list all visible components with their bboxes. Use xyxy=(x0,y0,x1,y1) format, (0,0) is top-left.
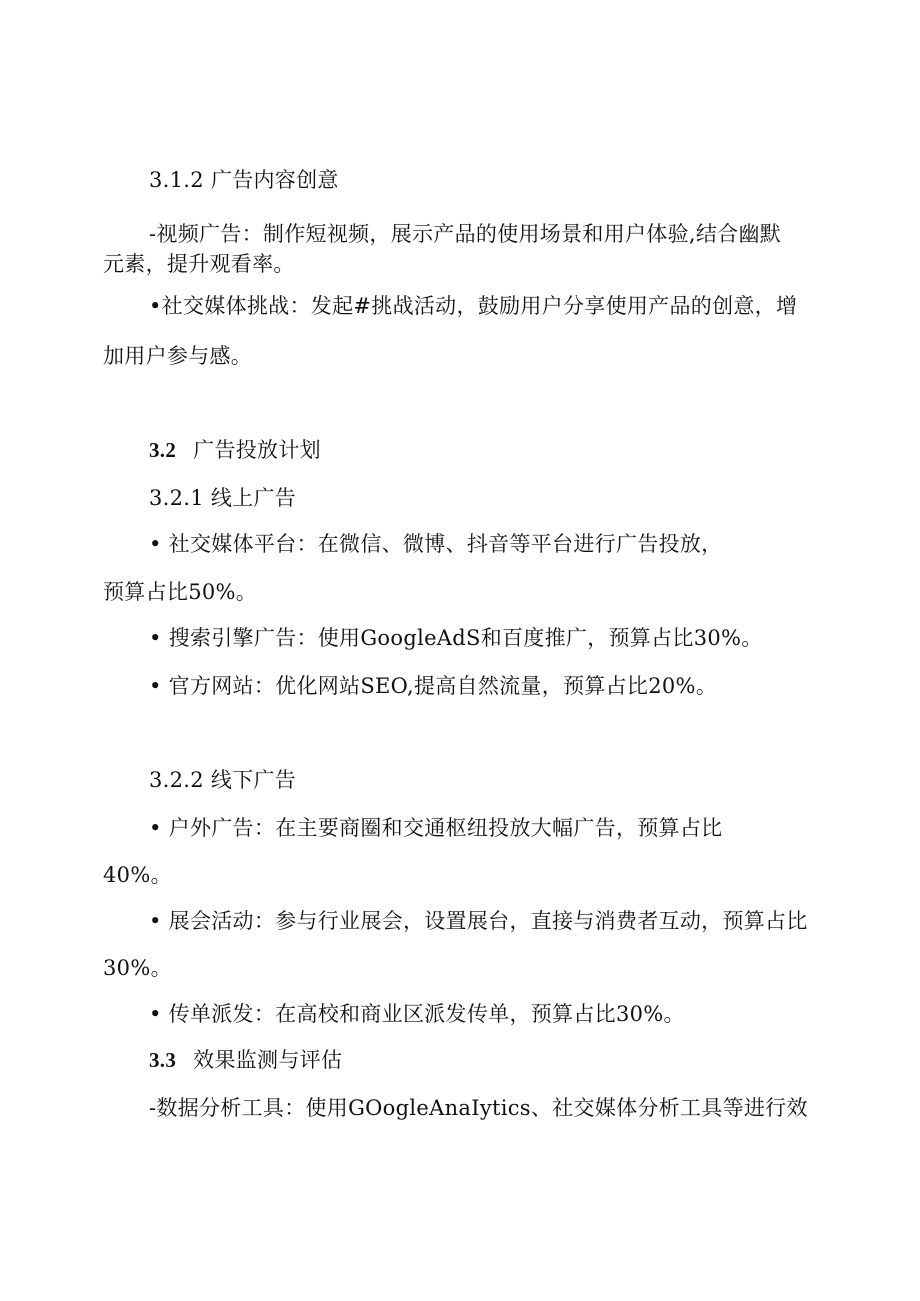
offline-flyer-text: • 传单派发：在高校和商业区派发传单，预算占比30%。 xyxy=(149,1002,685,1026)
section-3-2-heading xyxy=(149,436,321,464)
offline-outdoor-text-line-1: • 户外广告：在主要商圈和交通枢纽投放大幅广告，预算占比 xyxy=(149,816,723,840)
online-search-text: • 搜索引擎广告：使用GoogleAdS和百度推广，预算占比30%。 xyxy=(149,626,763,650)
analytics-text-line-1: -数据分析工具：使用GOogleAnaIytics、社交媒体分析工具等进行效 xyxy=(149,1096,808,1120)
section-3-1-2-heading: 3.1.2 广告内容创意 xyxy=(149,168,339,192)
video-ad-text-line-1: -视频广告：制作短视频，展示产品的使用场景和用户体验,结合幽默 xyxy=(149,222,782,246)
online-social-text-line-1: • 社交媒体平台：在微信、微博、抖音等平台进行广告投放， xyxy=(149,532,723,556)
online-social-text-line-2: 预算占比50%。 xyxy=(103,580,258,604)
section-3-3-heading xyxy=(149,1046,342,1074)
section-3-2-2-heading: 3.2.2 线下广告 xyxy=(149,768,297,792)
offline-outdoor-text-line-2: 40%。 xyxy=(103,863,172,887)
offline-expo-text-line-1: • 展会活动：参与行业展会，设置展台，直接与消费者互动，预算占比 xyxy=(149,909,808,933)
section-3-2-1-heading: 3.2.1 线上广告 xyxy=(149,486,297,510)
video-ad-text-line-2: 元素，提升观看率。 xyxy=(103,252,295,276)
section-3-2-number: 3.2 xyxy=(149,438,177,462)
section-3-3-title: 效果监测与评估 xyxy=(193,1048,343,1072)
social-challenge-text-line-1: •社交媒体挑战：发起#挑战活动，鼓励用户分享使用产品的创意，增 xyxy=(149,294,798,318)
section-3-2-title: 广告投放计划 xyxy=(193,438,321,462)
online-site-text: • 官方网站：优化网站SEO,提高自然流量，预算占比20%。 xyxy=(149,674,718,698)
section-3-3-number: 3.3 xyxy=(149,1048,177,1072)
offline-expo-text-line-2: 30%。 xyxy=(103,956,172,980)
social-challenge-text-line-2: 加用户参与感。 xyxy=(103,344,253,368)
